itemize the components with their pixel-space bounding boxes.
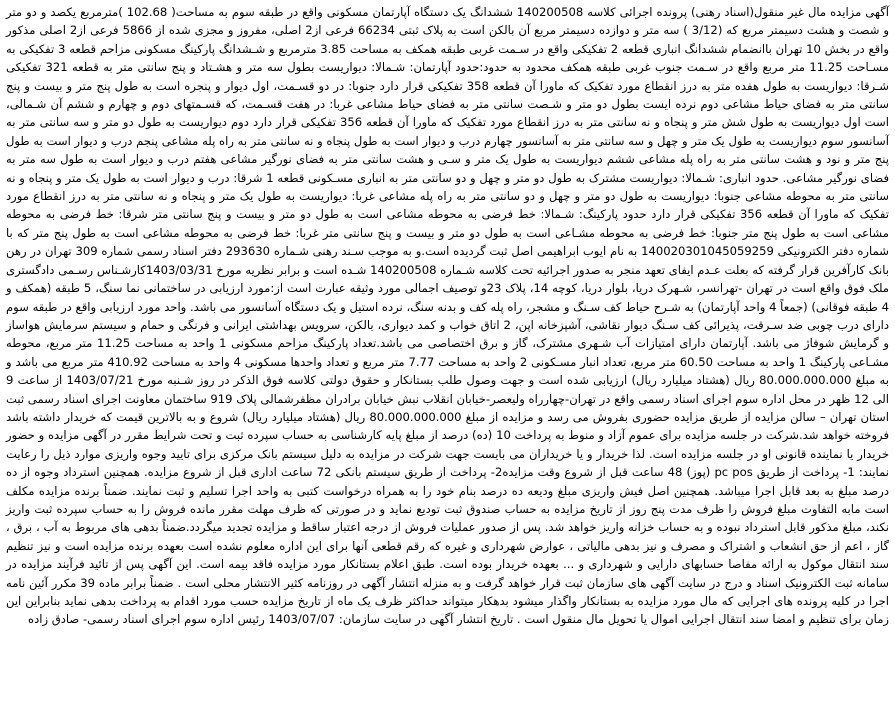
auction-notice-text: آگهی مزایده مال غیر منقول(اسناد رهنی) پرونده اجرائی کلاسه 140200508 ششدانگ یک دستگاه آپارتمان مسکونی واقع در طبقه سوم به مساحت( 102.68 )مترمربع یکصد و دو متر و شصت و هشت دسیمتر مربع که (3/12 ) سه متر و دوازده دسیمتر مربع آن بالکن است به پلاک ثبتی 66234 فرعی از2 اصلی، مفروز و مجزی شده از 5866 فرعی از2 اصلی مذکور واقع در بخش 10 تهران باانضمام ششدانگ انباری قطعه 2 تفکیکی واقع در سـمت غربی طبقه همکف به مساحت 3.85 مترمربع و شـشدانگ پارکینگ مسکونی مزاحم قطعه 3 تفکیکی به مسـاحت 11.25 متر مربع واقع در سـمت جنوب غربی طبقه همکف محدود به حدود:حدود آپارتمان: شـمالا: دیواریست بطول سه متر و هشـتاد و پنج سانتی متر به قطعه 321 تفکیکی شـرقا: دیواریست به طول هفده متر به درز انقطاع مورد تفکیک که ماورا آن قطعه 358 تفکیکی قرار دارد جنوبا: در دو قسـمت، اول دیوار و پنجره است به طول پنج متر و بیست و پنج سانتی متر به فضای حیاط مشاعی دوم نرده ایست بطول دو متر و شـصت سانتی متر به فضای حیاط مشاعی غربا: در هفت قسـمت، که قسـمتهای دوم و چهارم و ششم آن شـمالی، است اول دیواریست به طول شش متر و پنجاه و نه سانتی متر به درز انقطاع مورد تفکیک که ماورا آن قطعه 356 تفکیکی قرار دارد دوم دیواریست به طول دو متر و سه سانتی متر به آسانسور سوم دیواریست به طول یک متر و چهل و سه سانتی متر به آسانسور چهارم درب و دیوار است به طول پنجاه و نه سانتی متر به راه پله مشاعی پنجم درب و دیوار است به طول پنج متر و نود و هشت سانتی متر به راه پله مشاعی ششم دیواریست به طول یک متر و سـی و هشت سانتی متر به فضای نورگیر مشاعی هفتم درب و دیوار است به طول سه متر به فضای نورگیر مشاعی. حدود انباری: شـمالا: دیواریست مشترک به طول دو متر و چهل و دو سانتی متر به انباری مسـکونی قطعه 1 شرقا: درب و دیوار است به طول یک متر و پنجاه و نه سانتی متر به محوطه مشاعی جنوبا: دیواریست به طول دو متر و چهل و دو سانتی متر به راه پله مشاعی غربا: دیواریست به طول یک متر و پنجاه و نه سانتی متر به درز انقطاع مورد تفکیک که ماورا آن قطعه 356 تفکیکی قرار دارد حدود پارکینگ: شـمالا: خط فرضی به محوطه مشاعی است به طول دو متر و بیست و پنج سانتی متر شرقا: خط فرضی به محوطه مشاعی است به طول پنج متر جنوبا: خط فرضی به محوطه مشـاعی است به طول دو متر و بیست و پنج سانتی متر غربا: خط فرضی به محوطه مشاعی است به طول پنج متر که با شماره دفتر الکترونیکی 140020301045059259 به نام ایوب ابراهیمی اصل ثبت گردیده است.و به موجب سـند رهنی شـماره 293630 دفتر اسناد رسمی شماره 309 تهران در رهن بانک کارآفرین قرار گرفته که بعلت عـدم ایفای تعهد منجر به صدور اجرائیه تحت کلاسه شـماره 140200508 شـده است و برابر نظریه مورخ 1403/03/31کارشـناس رسـمی دادگستری ملک فوق واقع است در تهران -تهرانسر، شـهرک دریا، بلوار دریا، کوچه 14، پلاک 23و توصیف اجمالی مورد وثیقه عبارت است از:مورد ارزیابی در ساختمانی نما سنگ، 5 طبقه (همکف و 4 طبقه فوقانی) (جمعاً 4 واحد آپارتمان) به شـرح حیاط کف سـنگ و مشجر، راه پله کف و بدنه سنگ، نرده استیل و یک دستگاه آسانسور می باشد. واحد مورد ارزیابی واقع در طبقه سوم دارای درب چوبی ضد سـرقت، پذیرائی کف سـنگ دیوار نقاشی، آشپزخانه اپن، 2 اتاق خواب و کمد دیواری، بالکن، سرویس بهداشتی ایرانی و فرنگی و حمام و سیستم سرمایش هواساز و گرمایش شوفاژ می باشد. آپارتمان دارای امتیازات آب شـهری مشترک، گاز و برق اختصاصی می باشد.تعداد پارکینگ مزاحم مسکونی 1 واحد به مساحت 11.25 متر مربع، محوطه مشـاعی پارکینگ 1 واحد به مساحت 60.50 متر مربع، تعداد انبار مسـکونی 2 واحد به مساحت 7.77 متر مربع و تعداد واحدها مسکونی 4 واحد به مساحت 410.92 متر مربع می باشد و به مبلغ 80.000.000.000 ریال (هشتاد میلیارد ریال) ارزیابی شده است و جهت وصول طلب بستانکار و حقوق دولتی کلاسه فوق الذکر در روز شـنبه مورخ 1403/07/21 از ساعت 9 الی 12 ظهر در محل اداره سوم اجرای اسناد رسمی واقع در تهران-چهارراه ولیعصر-خیابان انقلاب نبش خیابان برادران مظفرشمالی پلاک 919 ساختمان معاونت اجرای اسناد رسمی ثبت استان تهران – سالن مزایده از طریق مزایده حضوری بفروش می رسد و مزایده از مبلغ 80.000.000.000 ریال (هشتاد میلیارد ریال) شروع و به بالاترین قیمت که خریدار داشته باشد فروخته خواهد شد.شرکت در جلسه مزایده برای عموم آزاد و منوط به پرداخت 10 (ده) درصد از مبلغ پایه کارشناسی به حساب سپرده ثبت و تحت شرایط مقرر در آگهی مزایده و حضور خریدار یا نماینده قانونی او در جلسه مزایده است. لذا خریدار و یا خریداران می بایست جهت شرکت در مزایده به دلیل سیستم بانک مرکزی برای تایید وجوه واریزی موارد ذیل را رعایت نمایند: 1- پرداخت از طریق pc pos (پوز) 48 ساعت قبل از شروع وقت مزایده2- پرداخت از طریق سیستم بانکی 72 ساعت اداری قبل از شروع مزایده. همچنین استرداد وجوه از ده درصد مبلغ به بعد قابل اجرا میباشد. همچنین اصل فیش واریزی مبلغ ودیعه ده درصد بنام خود را به همراه درخواست کتبی به واحد اجرا تسلیم و ثبت نمایند. ضمناً برنده مزایده مکلف است مابه التفاوت مبلغ فروش را ظرف مدت پنج روز از تاریخ مزایده به حساب صندوق ثبت تودیع نماید و در صورتی که ظرف مهلت مقرر مانده فروش را به حساب سپرده ثبت واریز نکند، مبلغ مذکور قابل استرداد نبوده و به حساب خزانه واریز خواهد شد. پس از صدور عملیات فروش از درجه اعتبار ساقط و مزایده تجدید میگردد.ضمناً بدهی های مربوط به آب ، برق ، گاز ، اعم از حق انشعاب و اشتراک و مصرف و نیز بدهی مالیاتی ، عوارض شهرداری و غیره که رقم قطعی آنها برای این اداره معلوم نشده است بعهده برنده مزایده است و نیز تنظیم سند انتقال موکول به ارائه مفاصا حسابهای دارایی و شهرداری و ... بعهده خریدار بوده است. طبق اعلام بستانکار مورد مزایده فاقد بیمه است. این آگهی پس از تائید فرآیند مزایده در سامانه ثبت الکترونیک اسناد و درج در سایت آگهی های سازمان ثبت قرار خواهد گرفت و به منزله انتشار آگهی در روزنامه کثیر الانتشار محلی است . ضمناً برابر ماده 39 مکرر آئین نامه اجرا در کلیه پرونده های اجرایی که مال مورد مزایده به بستانکار واگذار میشود بدهکار میتواند حداکثر ظرف یک ماه از تاریخ مزایده حسب مورد اقدام به پرداخت بدهی نماید بنابراین این زمان برای تنظیم و امضا سند انتقال اجرایی اموال یا تحویل مال منقول است . تاریخ انتشار آگهی در سایت سازمان: 1403/07/07 رئیس اداره سوم اجرای اسناد رسمی- صادق زاده [6, 5, 890, 627]
